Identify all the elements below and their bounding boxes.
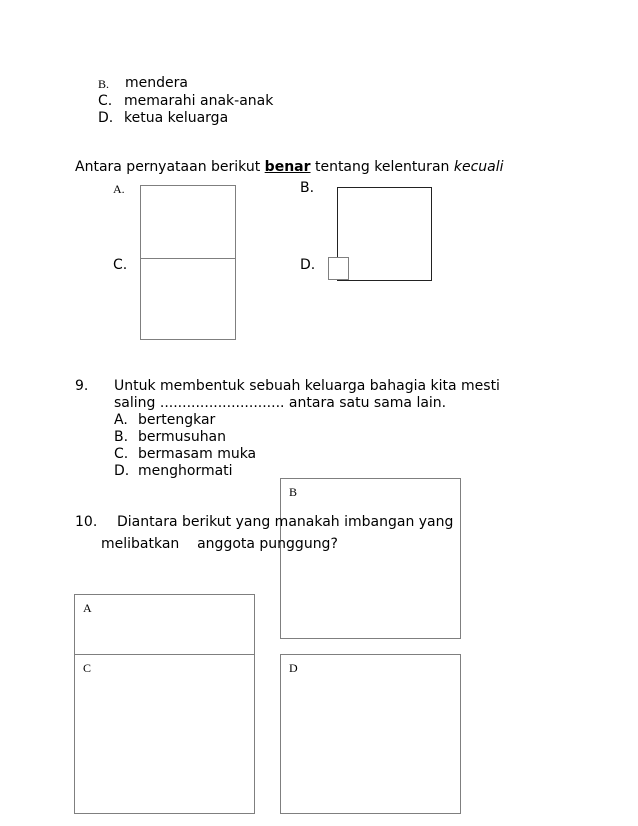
- q9-line2: saling ............................ antara satu sama lain.: [114, 395, 447, 411]
- q9-option-a-text: bertengkar: [138, 412, 216, 428]
- q8-label-d: D.: [300, 257, 316, 273]
- q8-stem-bold: benar: [264, 159, 311, 175]
- q9-line1: Untuk membentuk sebuah keluarga bahagia kita mesti: [114, 378, 500, 394]
- prev-option-d-letter: D.: [98, 110, 114, 126]
- q9-option-c-letter: C.: [114, 446, 129, 462]
- q8-stem-italic: kecuali: [453, 159, 504, 175]
- q10-number: 10.: [75, 514, 98, 530]
- q8-stem-after: tentang kelenturan: [314, 159, 450, 175]
- q8-label-c: C.: [113, 257, 128, 273]
- prev-option-c-letter: C.: [98, 93, 113, 109]
- prev-option-c-text: memarahi anak-anak: [124, 93, 274, 109]
- q10-image-box-c: [74, 654, 255, 814]
- q8-image-box-c: [140, 258, 236, 340]
- q10-image-box-b: [280, 478, 461, 639]
- q10-line2: melibatkan anggota punggung?: [101, 536, 338, 552]
- q8-image-box-a: [140, 185, 236, 259]
- q10-box-b-label: B: [289, 485, 298, 499]
- q9-option-b-letter: B.: [114, 429, 129, 445]
- q10-box-c-label: C: [83, 661, 92, 675]
- q10-image-box-a: [74, 594, 255, 655]
- q8-image-box-d: [328, 257, 349, 280]
- q9-option-b-text: bermusuhan: [138, 429, 227, 445]
- q9-option-d-text: menghormati: [138, 463, 233, 479]
- q10-image-box-d: [280, 654, 461, 814]
- q10-line1: Diantara berikut yang manakah imbangan yang: [117, 514, 454, 530]
- prev-option-b-letter: B.: [98, 77, 110, 91]
- q9-option-d-letter: D.: [114, 463, 130, 479]
- q8-label-a: A.: [113, 182, 125, 196]
- q9-option-c-text: bermasam muka: [138, 446, 257, 462]
- prev-option-b-text: mendera: [125, 75, 188, 91]
- q8-label-b: B.: [300, 180, 315, 196]
- q8-image-box-b: [337, 187, 432, 281]
- prev-option-d-text: ketua keluarga: [124, 110, 229, 126]
- q10-box-d-label: D: [289, 661, 298, 675]
- q8-stem: [75, 159, 504, 176]
- q9-option-a-letter: A.: [114, 412, 128, 428]
- q8-stem-before: Antara pernyataan berikut: [75, 159, 261, 175]
- q10-box-a-label: A: [83, 601, 92, 615]
- q9-number: 9.: [75, 378, 89, 394]
